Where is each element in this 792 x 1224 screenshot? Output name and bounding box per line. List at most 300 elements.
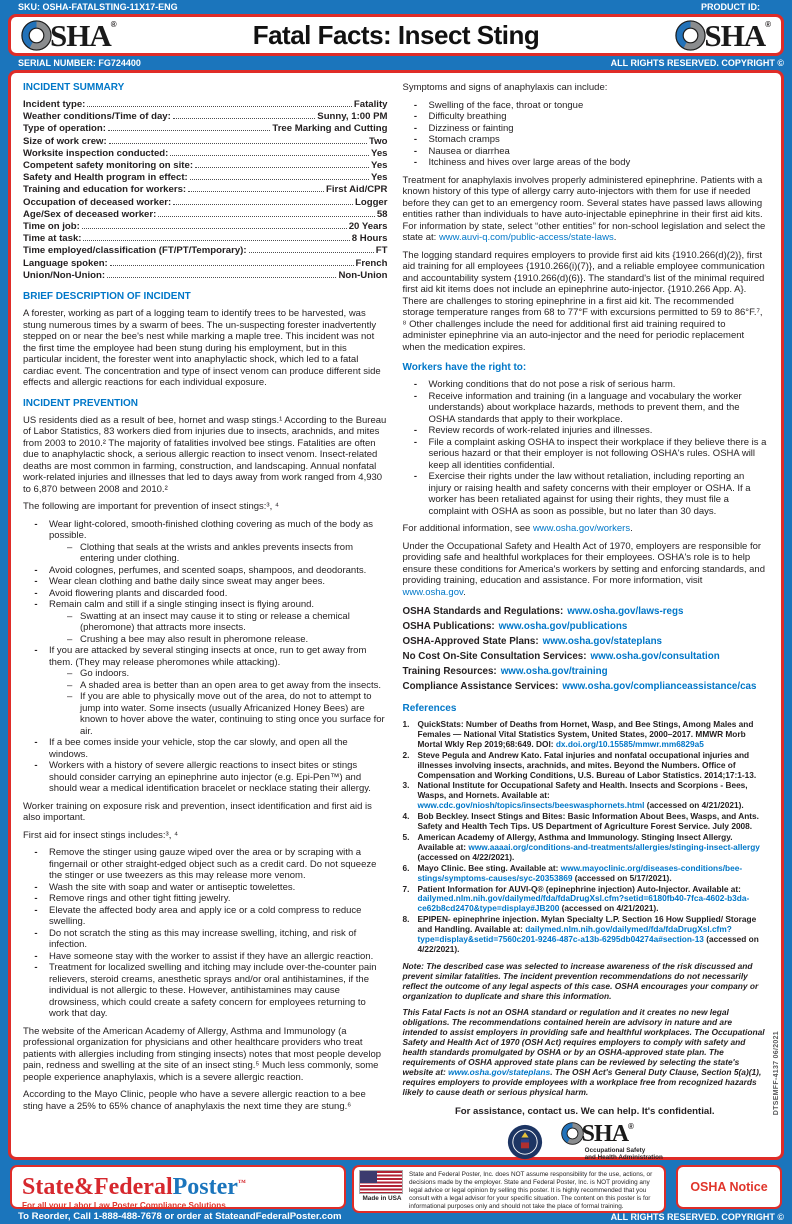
bullet-item	[23, 951, 388, 963]
osha-logo-left	[21, 17, 117, 53]
sub-bullet-marker	[67, 680, 80, 692]
dot-leader	[173, 118, 315, 119]
resource-line	[403, 634, 768, 649]
reference-text: National Institute for Occupational Safety and Health. Insects and Scorpions - Bees, Wasps, and Hornets. Available at: www.cdc.gov/niosh/topics/insects/beeswasphornets.html (accessed on 4/21/2021).	[417, 780, 748, 811]
bullet-text: If a bee comes inside your vehicle, stop the car slowly, and open all the windows.	[49, 737, 348, 760]
bullet-body	[49, 882, 388, 894]
summary-row	[23, 245, 388, 257]
bullet-text: Remove rings and other tight fitting jewelry.	[49, 893, 231, 905]
bullet-item	[403, 100, 768, 112]
bullet-list	[403, 100, 768, 169]
bullet-body	[49, 645, 388, 737]
bullet-item	[23, 588, 388, 600]
registered-mark: ®	[628, 1122, 634, 1132]
summary-row	[23, 184, 388, 196]
bullet-marker	[23, 905, 49, 928]
bullet-body	[429, 134, 768, 146]
reference-text: Bob Beckley. Insect Stings and Bites: Basic Information About Bees, Wasps, and Ants. Safety and Health Tech Tips. US Department of Agriculture Forest Service. July 2008.	[417, 811, 759, 832]
bullet-marker	[23, 847, 49, 882]
reference-number: 5.	[402, 831, 410, 842]
reference-number: 4.	[402, 811, 410, 822]
summary-row	[23, 136, 388, 148]
bullet-body	[49, 928, 388, 951]
bullet-item	[23, 519, 388, 565]
bullet-text: Wash the site with soap and water or antiseptic towelettes.	[49, 881, 296, 893]
bullet-item	[23, 737, 388, 760]
bullet-body	[429, 425, 768, 437]
bullet-marker	[23, 737, 49, 760]
sub-bullet-list	[49, 611, 388, 646]
bullet-text: Itchiness and hives over large areas of the body	[428, 157, 631, 168]
summary-row	[23, 233, 388, 245]
bullet-text: Treatment for localized swelling and itching may include over-the-counter pain relievers, steroid creams, anesthetic sprays and/or oral antihistamines, if the individual is not allergic to these. However, antihistamines may cause drowsiness, which could create a safety concern for employees returning to work that day.	[49, 962, 377, 1020]
bullet-body	[49, 905, 388, 928]
summary-value: Non-Union	[338, 269, 388, 281]
summary-row	[23, 172, 388, 184]
rights-label: ALL RIGHTS RESERVED. COPYRIGHT ©	[610, 1212, 784, 1222]
bullet-text: If you are attacked by several stinging insects at once, run to get away from them. (They may release pheromones while attacking).	[49, 645, 367, 668]
section-heading: INCIDENT PREVENTION	[23, 397, 139, 409]
brand-name-part1: State&Federal	[22, 1174, 173, 1200]
bullet-text: Wear clean clothing and bathe daily since sweat may anger bees.	[49, 576, 326, 588]
sub-bullet-item	[67, 691, 388, 737]
bullet-item	[403, 146, 768, 158]
main-content	[8, 70, 784, 1160]
resource-label: Training Resources:	[402, 666, 497, 677]
resource-label: No Cost On-Site Consultation Services:	[402, 651, 587, 662]
reference-number: 6.	[402, 862, 410, 873]
bullet-text: Nausea or diarrhea	[428, 145, 510, 157]
bullet-item	[23, 905, 388, 928]
bullet-body	[49, 951, 388, 963]
brand-box	[10, 1165, 346, 1209]
top-bar	[0, 0, 792, 14]
bullet-marker	[403, 425, 429, 437]
summary-value: Yes	[370, 172, 388, 184]
registered-mark: ®	[110, 19, 117, 29]
osha-ring-icon	[21, 20, 52, 51]
summary-row	[23, 160, 388, 172]
dot-leader	[110, 265, 354, 266]
inline-link[interactable]: www.osha.gov	[402, 586, 464, 598]
paragraph: For additional information, see www.osha.gov/workers.	[402, 523, 633, 534]
bullet-list	[23, 847, 388, 1020]
resource-link[interactable]: www.osha.gov/publications	[498, 621, 628, 632]
reference-item	[403, 915, 768, 955]
bullet-text: Swelling of the face, throat or tongue	[428, 99, 584, 111]
summary-row	[23, 258, 388, 270]
reference-text: Patient Information for AUVI-Q® (epinephrine injection) Auto-Injector. Available at: dailymed.nlm.nih.gov/dailymed/fda/fdaDrugXsl.cfm?setid=6180fb40-7fca-4602-b3da-ce62b8cd2470&type=display#JB200 (accessed on 4/21/2021).	[417, 883, 750, 914]
dot-leader	[195, 167, 369, 168]
reference-number: 3.	[402, 780, 410, 791]
trademark-mark: ™	[237, 1178, 246, 1187]
bullet-text: Dizziness or fainting	[428, 122, 514, 134]
bullet-list	[23, 519, 388, 795]
bullet-marker	[403, 391, 429, 426]
brand-logo	[22, 1170, 334, 1200]
summary-label: Worksite inspection conducted:	[23, 147, 169, 159]
registered-mark: ®	[765, 19, 771, 29]
summary-row	[23, 209, 388, 221]
reference-item	[403, 885, 768, 915]
osha-ring-icon	[675, 20, 706, 51]
bullet-body	[49, 519, 388, 565]
summary-label: Training and education for workers:	[23, 184, 187, 196]
dot-leader	[87, 106, 352, 107]
bullet-text: Review records of work-related injuries and illnesses.	[428, 425, 653, 436]
paragraph: The following are important for prevention of insect stings:³, ⁴	[23, 501, 279, 513]
bullet-body	[429, 391, 768, 426]
bullet-body	[49, 737, 388, 760]
resource-line	[403, 649, 768, 664]
inline-link[interactable]: www.cdc.gov/niosh/topics/insects/beeswasphornets.html	[417, 800, 645, 811]
bullet-body	[429, 146, 768, 158]
bullet-marker	[23, 928, 49, 951]
agency-logos	[403, 1122, 768, 1161]
summary-label: Time employed/classification (FT/PT/Temporary):	[23, 245, 247, 257]
title-banner	[8, 14, 784, 56]
bullet-marker	[23, 599, 49, 645]
serial-bar	[0, 56, 792, 70]
summary-row	[23, 197, 388, 209]
summary-value: Tree Marking and Cutting	[272, 123, 388, 135]
bullet-item	[23, 760, 388, 795]
paragraph: The logging standard requires employers to provide first aid kits {1910.266(d)(2)}, first aid training for all employees {1910.266(i)(7)}, and a reliable employee communication and accountability system {1910.266(d)(6)}. The standard's list of the minimal required first aid kit items does not include an epinephrine auto-injector. {1910.266 App. A}. There are challenges to storing epinephrine in a first aid kit. The recommended storage temperature ranges from 68 to 77°F with excursions permitted to 59 to 86°F.⁷, ⁸ Other challenges include the need for additional first aid training required to administer epinephrine via an auto-injector and the need for periodic replacement when the medication expires.	[402, 249, 765, 353]
resource-line	[403, 664, 768, 679]
bullet-marker	[23, 962, 49, 1020]
brand-name-part2: Poster	[172, 1174, 238, 1200]
osha-logo-right	[675, 17, 771, 53]
summary-value: Sunny, 1:00 PM	[317, 111, 388, 123]
left-column	[23, 82, 388, 1149]
reference-number: 1.	[402, 719, 410, 729]
inline-link[interactable]: dailymed.nlm.nih.gov/dailymed/fda/fdaDrugXsl.cfm?type=display&setid=7560c201-9246-487c-a13b-6295db04274a#section-13	[417, 924, 732, 945]
incident-summary-table	[23, 99, 388, 282]
reference-number: 7.	[402, 883, 410, 894]
references-list	[403, 720, 768, 955]
summary-value: First Aid/CPR	[326, 184, 388, 196]
sub-bullet-text: Crushing a bee may also result in pheromone release.	[80, 633, 309, 645]
bullet-item	[403, 134, 768, 146]
sub-bullet-list	[49, 542, 388, 565]
bullet-marker	[23, 951, 49, 963]
osha-footer-logo	[561, 1122, 663, 1161]
bullet-text: Avoid flowering plants and discarded food.	[49, 587, 228, 599]
bullet-item	[23, 599, 388, 645]
reference-number: 2.	[402, 749, 410, 760]
resource-link[interactable]: www.osha.gov/training	[500, 666, 608, 677]
dot-leader	[109, 143, 367, 144]
inline-link[interactable]: www.osha.gov/workers	[532, 523, 631, 534]
bullet-text: File a complaint asking OSHA to inspect their workplace if they believe there is a serious hazard or that their employer is not following OSHA's rules. OSHA will keep all identities confidential.	[428, 436, 767, 471]
page-title: Fatal Facts: Insect Sting	[252, 19, 540, 50]
dot-leader	[188, 191, 324, 192]
bullet-body	[49, 565, 388, 577]
sub-bullet-marker	[67, 691, 80, 737]
reference-item	[403, 751, 768, 781]
reference-item	[403, 720, 768, 750]
bullet-item	[403, 157, 768, 169]
sub-bullet-marker	[67, 634, 80, 646]
bullet-item	[403, 111, 768, 123]
product-id-label: PRODUCT ID:	[701, 2, 760, 12]
bullet-marker	[403, 100, 429, 112]
osha-ring-icon	[561, 1122, 584, 1145]
summary-label: Occupation of deceased worker:	[23, 196, 172, 208]
summary-label: Time on job:	[23, 221, 80, 233]
bullet-body	[49, 847, 388, 882]
sub-bullet-marker	[67, 668, 80, 680]
dot-leader	[107, 277, 336, 278]
reference-text: American Academy of Allergy, Asthma and Immunology. Stinging Insect Allergy. Available at: www.aaaai.org/conditions-and-treatments/allergies/stinging-insect-allergy (accessed on 4/22/2021).	[417, 831, 760, 862]
bullet-body	[429, 100, 768, 112]
bullet-text: Wear light-colored, smooth-finished clothing covering as much of the body as possible.	[49, 518, 374, 542]
resource-link[interactable]: www.osha.gov/complianceassistance/cas	[562, 681, 757, 692]
summary-label: Time at task:	[23, 233, 82, 245]
summary-label: Incident type:	[23, 99, 86, 110]
paragraph: This Fatal Facts is not an OSHA standard or regulation and it creates no new legal obligations. The recommendations contained herein are advisory in nature and are intended to assist employers in providing safe and healthful workplaces. The Occupational Safety and Health Act of 1970 (OSH Act) requires employers to comply with safety and health standards promulgated by OSHA or by an OSHA-approved state plan. The requirements of OSHA approved state plans can be reviewed by selecting the state's website at: www.osha.gov/stateplans. The OSH Act's General Duty Clause, Section 5(a)(1), requires employers to provide employees with a workplace free from recognized hazards likely to cause death or serious physical harm.	[402, 1006, 765, 1097]
brand-tagline: For all your Labor Law Poster Compliance Solutions	[22, 1201, 226, 1210]
bullet-body	[429, 157, 768, 169]
summary-value: Two	[369, 135, 388, 147]
bullet-marker	[23, 576, 49, 588]
summary-label: Competent safety monitoring on site:	[23, 160, 194, 172]
bullet-marker	[403, 111, 429, 123]
sub-bullet-text: If you are able to physically move out of the area, do not to attempt to jump into water. Some insects (usually Africanized Honey Bees) are known to hover above the water, continuing to sting once you surface for air.	[80, 691, 385, 737]
bullet-item	[403, 425, 768, 437]
osha-subtitle-line2: and Health Administration	[584, 1153, 663, 1161]
paragraph: A forester, working as part of a logging team to identify trees to be harvested, was stung numerous times by a swarm of bees. The un-suspecting forester inadvertently stepped on or near the bee's nest while marking a maple tree. This incident was not the first time the employee had been stung during his employment, but in this particular incident, the forester went into anaphylactic shock, which led to a fatal cardiac event. The concentration and type of insect venom can produce different side effects and allergic reactions for each individual exposure.	[23, 308, 381, 389]
inline-link[interactable]: www.aaaai.org/conditions-and-treatments/allergies/stinging-insect-allergy	[468, 841, 760, 852]
bullet-marker	[23, 588, 49, 600]
bullet-marker	[403, 146, 429, 158]
bullet-list	[403, 379, 768, 517]
dol-seal-icon	[507, 1124, 543, 1160]
sub-bullet-item	[67, 542, 388, 565]
disclaimer-text: State and Federal Poster, Inc. does NOT assume responsibility for the use, actions, or decisions made by the employer. State and Federal Poster, Inc. is NOT providing any legal advice or legal opinion by selling this poster. It is highly recommended that you consult with a legal advisor for your specific situation. The content on this poster is for informational purposes only and should not take the place of formal training.	[409, 1171, 653, 1210]
summary-value: FT	[375, 245, 388, 257]
bullet-text: Remain calm and still if a single stinging insect is flying around.	[49, 599, 315, 611]
summary-label: Size of work crew:	[23, 135, 107, 147]
summary-label: Type of operation:	[23, 123, 106, 135]
bullet-marker	[23, 519, 49, 565]
bullet-body	[429, 123, 768, 135]
sub-bullet-item	[67, 668, 388, 680]
summary-label: Union/Non-Union:	[23, 269, 106, 281]
bullet-text: Elevate the affected body area and apply ice or a cold compress to reduce swelling.	[49, 904, 362, 928]
osha-notice-label: OSHA Notice	[690, 1180, 768, 1194]
summary-value: 58	[376, 208, 388, 220]
summary-label: Safety and Health program in effect:	[23, 172, 188, 184]
bullet-body	[429, 437, 768, 472]
bullet-marker	[403, 157, 429, 169]
paragraph: According to the Mayo Clinic, people who have a severe allergic reaction to a bee sting have a 25% to 65% chance of anaphylaxis the next time they are stung.⁶	[23, 1089, 366, 1112]
dot-leader	[82, 228, 347, 229]
summary-value: Logger	[354, 196, 388, 208]
sku-label: SKU: OSHA-FATALSTING-11X17-ENG	[18, 2, 178, 12]
resource-label: OSHA Standards and Regulations:	[402, 606, 564, 617]
bullet-text: Stomach cramps	[428, 134, 500, 145]
resource-label: Compliance Assistance Services:	[402, 681, 559, 692]
summary-value: 8 Hours	[351, 233, 388, 245]
bullet-item	[23, 645, 388, 737]
footer	[0, 1160, 792, 1224]
bullet-text: Working conditions that do not pose a risk of serious harm.	[428, 379, 676, 390]
osha-subtitle-line1: Occupational Safety	[584, 1146, 646, 1154]
section-heading: Workers have the right to:	[402, 362, 527, 373]
bullet-body	[49, 893, 388, 905]
osha-wordmark: SHA	[704, 17, 766, 53]
paragraph: Worker training on exposure risk and prevention, insect identification and first aid is also important.	[23, 800, 372, 824]
inline-link[interactable]: www.osha.gov/stateplans	[448, 1066, 551, 1077]
paragraph: The website of the American Academy of Allergy, Asthma and Immunology (a professional organization for physicians and other healthcare providers who treat patients with allergies including from stinging insects) notes that most people develop pain, redness and swelling at the site of an insect sting.⁵ Much less commonly, some people experience anaphylaxis, which is a severe allergic reaction.	[23, 1025, 382, 1083]
inline-link[interactable]: www.auvi-q.com/public-access/state-laws	[438, 232, 614, 243]
resource-link[interactable]: www.osha.gov/stateplans	[542, 636, 662, 647]
paragraph: Symptoms and signs of anaphylaxis can include:	[402, 82, 608, 93]
section-heading: BRIEF DESCRIPTION OF INCIDENT	[23, 291, 191, 303]
resource-line	[403, 679, 768, 694]
bullet-text: Have someone stay with the worker to assist if they have an allergic reaction.	[49, 950, 374, 962]
bullet-marker	[23, 645, 49, 737]
right-column	[402, 82, 768, 1161]
paragraph: Under the Occupational Safety and Health Act of 1970, employers are responsible for providing safe and healthful workplaces for their employees. OSHA's role is to help ensure these conditions for America's workers by setting and enforcing standards, and providing training, education and assistance. For more information, visit www.osha.gov.	[402, 540, 765, 598]
dot-leader	[83, 240, 349, 241]
resource-line	[403, 619, 768, 634]
bullet-body	[49, 599, 388, 645]
sub-bullet-marker	[67, 611, 80, 634]
bullet-item	[23, 576, 388, 588]
osha-logo	[561, 1122, 634, 1146]
reference-item	[403, 812, 768, 832]
summary-value: Yes	[370, 160, 388, 172]
resource-links	[403, 604, 768, 694]
sub-bullet-marker	[67, 542, 80, 565]
bullet-text: Avoid colognes, perfumes, and scented soaps, shampoos, and deodorants.	[49, 564, 367, 576]
made-in-usa	[360, 1171, 404, 1207]
bullet-marker	[403, 471, 429, 517]
bullet-text: Do not scratch the sting as this may increase swelling, itching, and risk of infection.	[49, 927, 357, 951]
summary-row	[23, 270, 388, 282]
summary-value: 20 Years	[348, 221, 388, 233]
bullet-marker	[23, 565, 49, 577]
summary-value: Fatality	[353, 99, 388, 110]
bullet-text: Exercise their rights under the law without retaliation, including reporting an injury or raising health and safety concerns with their employer or OSHA. If a worker has been retaliated against for using their rights, they must file a complaint with OSHA as soon as possible, but no later than 30 days.	[428, 471, 751, 517]
bullet-item	[403, 391, 768, 426]
reference-text: QuickStats: Number of Deaths from Hornet, Wasp, and Bee Stings, Among Males and Females — National Vital Statistics System, United States, 2000–2017. MMWR Morb Mortal Wkly Rep 2019;68:649. DOI: dx.doi.org/10.15585/mmwr.mm6829a5	[417, 719, 754, 749]
bullet-item	[403, 437, 768, 472]
paragraph: First aid for insect stings includes:³, ⁴	[23, 829, 179, 841]
bullet-marker	[403, 437, 429, 472]
resource-link[interactable]: www.osha.gov/consultation	[590, 651, 720, 662]
summary-row	[23, 148, 388, 160]
osha-wordmark: SHA	[50, 17, 111, 53]
reference-item	[403, 833, 768, 863]
osha-wordmark: SHA	[581, 1121, 629, 1148]
bullet-body	[49, 588, 388, 600]
dot-leader	[190, 179, 369, 180]
inline-link[interactable]: www.mayoclinic.org/diseases-conditions/bee-stings/symptoms-causes/syc-20353869	[417, 862, 743, 883]
bullet-body	[49, 962, 388, 1020]
sub-bullet-item	[67, 611, 388, 634]
bullet-body	[429, 379, 768, 391]
summary-row	[23, 111, 388, 123]
document-code: DTSEMFF-4137 06/2021	[773, 1030, 780, 1115]
bullet-item	[403, 471, 768, 517]
summary-row	[23, 221, 388, 233]
resource-link[interactable]: www.osha.gov/laws-regs	[567, 606, 684, 617]
bullet-text: Receive information and training (in a language and vocabulary the worker understands) about workplace hazards, methods to prevent them, and the OSHA standards that apply to their workplace.	[428, 390, 742, 425]
summary-row	[23, 123, 388, 135]
rights-label: ALL RIGHTS RESERVED. COPYRIGHT ©	[610, 58, 784, 68]
reference-number: 8.	[402, 914, 410, 925]
dot-leader	[249, 252, 374, 253]
dot-leader	[170, 155, 369, 156]
bullet-item	[403, 123, 768, 135]
bullet-item	[403, 379, 768, 391]
section-heading: INCIDENT SUMMARY	[23, 82, 125, 93]
sub-bullet-text: Go indoors.	[80, 668, 130, 680]
bullet-item	[23, 928, 388, 951]
osha-notice-box	[676, 1165, 782, 1209]
sub-bullet-list	[49, 668, 388, 737]
reference-item	[403, 864, 768, 884]
bullet-marker	[403, 123, 429, 135]
sub-bullet-text: A shaded area is better than an open area to get away from the insects.	[80, 679, 382, 691]
reference-text: Mayo Clinic. Bee sting. Available at: www.mayoclinic.org/diseases-conditions/bee-stings/symptoms-causes/syc-20353869 (accessed on 5/17/2021).	[417, 862, 743, 883]
bullet-item	[23, 893, 388, 905]
paragraph: Treatment for anaphylaxis involves properly administered epinephrine. Patients with a known history of this type of allergy carry auto-injectors with them for use if needed before they can get to an emergency room. Several states have passed laws allowing entities rather than individuals to have auto-injectable epinephrine in their first aid kits. For information by state, select “other entities” for non-school legislation and select the state at: www.auvi-q.com/public-access/state-laws.	[402, 174, 766, 243]
made-in-usa-label: Made in USA	[362, 1195, 402, 1202]
dot-leader	[158, 216, 375, 217]
bullet-marker	[23, 882, 49, 894]
reference-text: EPIPEN- epinephrine injection. Mylan Specialty L.P. Section 16 How Supplied/ Storage and Handling. Available at: dailymed.nlm.nih.gov/dailymed/fda/fdaDrugXsl.cfm?type=display&setid=7560c201-9246-487c-a13b-6295db04274a#section-13 (accessed on 4/22/2021).	[417, 914, 759, 954]
bullet-body	[429, 471, 768, 517]
bullet-text: Workers with a history of severe allergic reactions to insect bites or stings should consider carrying an epinephrine auto injector (e.g. Epi-Pen™) and should wear a medical identification bracelet or necklace stating their allergy.	[49, 760, 371, 795]
summary-label: Weather conditions/Time of day:	[23, 111, 171, 123]
resource-label: OSHA Publications:	[402, 621, 495, 632]
bullet-item	[23, 962, 388, 1020]
assistance-line: For assistance, contact us. We can help. It's confidential.	[454, 1105, 715, 1117]
reference-text: Steve Pegula and Andrew Kato. Fatal injuries and nonfatal occupational injuries and illnesses involving insects, arachnids, and mites. Beyond the Numbers. Office of Compensation and Working Conditions, U.S. Bureau of Labor Statistics. 2014;17:1-13.	[417, 749, 757, 780]
summary-value: Yes	[370, 147, 388, 159]
sub-bullet-item	[67, 680, 388, 692]
paragraph: Note: The described case was selected to increase awareness of the risk discussed and prevent similar fatalities. The incident prevention recommendations do not necessarily reflect the outcome of any legal aspects of this case. OSHA encourages your company or organization to duplicate and share this information.	[402, 960, 759, 1001]
sub-bullet-text: Swatting at an insect may cause it to sting or release a chemical (pheromone) that attracts more insects.	[80, 610, 350, 634]
bullet-marker	[403, 379, 429, 391]
bullet-marker	[23, 760, 49, 795]
us-flag-icon	[360, 1171, 402, 1193]
bullet-item	[23, 565, 388, 577]
inline-link[interactable]: dailymed.nlm.nih.gov/dailymed/fda/fdaDrugXsl.cfm?setid=6180fb40-7fca-4602-b3da-ce62b8cd2470&type=display#JB200	[417, 893, 750, 914]
bullet-marker	[23, 893, 49, 905]
bullet-item	[23, 882, 388, 894]
summary-value: French	[355, 257, 388, 269]
bullet-body	[49, 576, 388, 588]
bullet-marker	[403, 134, 429, 146]
reorder-info: To Reorder, Call 1-888-488-7678 or order at StateandFederalPoster.com	[18, 1211, 342, 1222]
bullet-text: Remove the stinger using gauze wiped over the area or by scraping with a fingernail or other straight-edged object such as a credit card. Do not squeeze the stinger or use tweezers as this may release more venom.	[49, 847, 377, 882]
dot-leader	[108, 130, 270, 131]
bullet-body	[429, 111, 768, 123]
serial-number-label: SERIAL NUMBER: FG724400	[18, 58, 141, 68]
summary-label: Language spoken:	[23, 257, 108, 269]
reference-item	[403, 781, 768, 811]
bullet-text: Difficulty breathing	[428, 111, 507, 122]
summary-row	[23, 99, 388, 111]
resource-line	[403, 604, 768, 619]
section-heading: References	[402, 703, 457, 714]
inline-link[interactable]: dx.doi.org/10.15585/mmwr.mm6829a5	[555, 738, 704, 749]
